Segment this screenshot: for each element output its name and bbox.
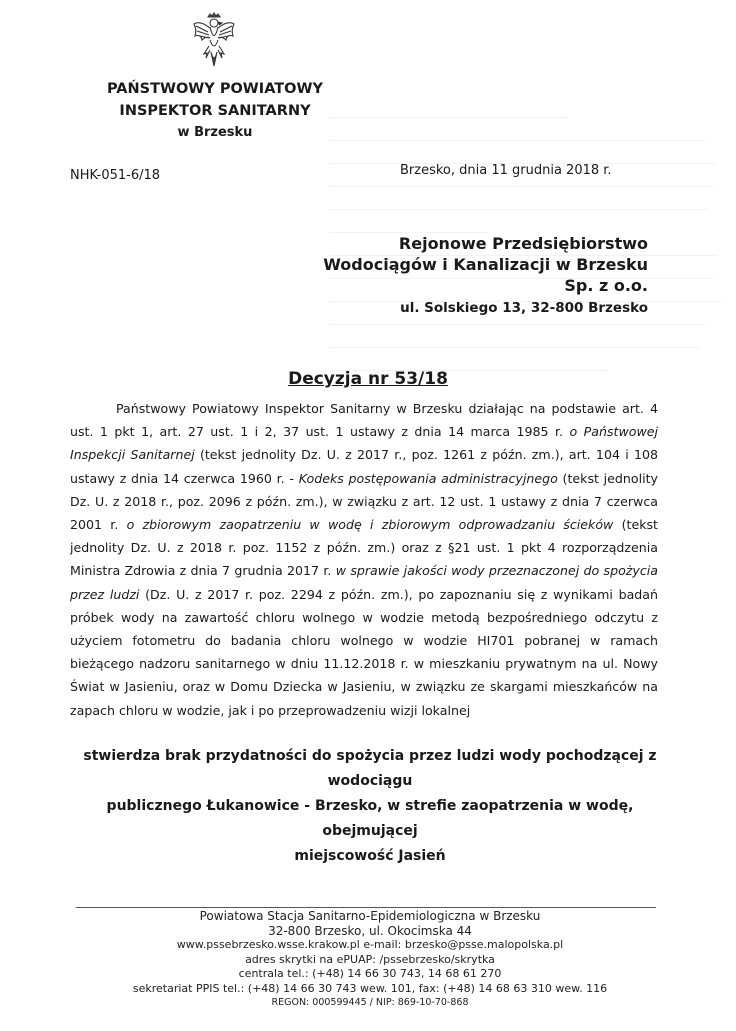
addressee-line: Wodociągów i Kanalizacji w Brzesku — [323, 255, 648, 274]
body-text: (Dz. U. z 2017 r. poz. 2294 z późn. zm.), po zapoznaniu się z wynikami badań próbek wody na zawartość chloru wolnego w wodzie metodą bezpośredniego odczytu z użyciem fotometru do badania chloru wolnego w wodzie HI701 pobranej w ramach bieżącego nadzoru sanitarnego w dniu 11.12.2018 r. w mieszkaniu prywatnym na ul. Nowy Świat w Jasieniu, oraz w Domu Dziecka w Jasieniu, w związku ze skargami mieszkańców na zapach chloru w wodzie, jak i po przeprowadzeniu wizji lokalnej — [70, 586, 659, 718]
footer-line: Powiatowa Stacja Sanitarno-Epidemiologiczna w Brzesku — [199, 909, 541, 923]
body-text: (tekst jednolity Dz. U. z 2018 r. poz. 1152 z późn. zm.) oraz z §21 ust. 1 pkt 4 rozporządzenia Ministra Zdrowia z dnia 7 grudnia 2017 r. — [70, 517, 658, 579]
ruling-line: publicznego Łukanowice - Brzesko, w strefie zaopatrzenia w wodę, obejmującej — [106, 798, 634, 839]
body-text: (tekst jednolity Dz. U. z 2017 r., poz. 1261 z późn. zm.), art. 104 i 108 ustawy z dnia 14 czerwca 1960 r. - — [70, 447, 658, 486]
addressee-line: Rejonowe Przedsiębiorstwo — [398, 234, 648, 253]
footer-line: centrala tel.: (+48) 14 66 30 743, 14 68 61 270 — [238, 967, 502, 980]
body-paragraph — [70, 397, 658, 722]
issuer-line: w Brzesku — [177, 125, 253, 140]
body-italic: Kodeks postępowania administracyjnego — [298, 470, 558, 486]
eagle-emblem-icon — [192, 12, 236, 68]
issuer-block — [100, 78, 330, 144]
footer-line: www.pssebrzesko.wsse.krakow.pl e-mail: brzesko@psse.malopolska.pl — [176, 938, 564, 951]
decision-body — [70, 397, 658, 722]
reference-number: NHK-051-6/18 — [70, 168, 161, 183]
document-date: Brzesko, dnia 11 grudnia 2018 r. — [400, 163, 612, 178]
issuer-line: INSPEKTOR SANITARNY — [119, 103, 311, 119]
footer-divider — [76, 907, 656, 908]
footer-line: REGON: 000599445 / NIP: 869-10-70-868 — [271, 997, 469, 1008]
body-italic: o zbiorowym zaopatrzeniu w wodę i zbiorowym odprowadzaniu ścieków — [126, 517, 614, 533]
body-text: (tekst jednolity Dz. U. z 2018 r., poz. 2096 z późn. zm.), w związku z art. 12 ust. 1 ustawy z dnia 7 czerwca 2001 r. — [70, 470, 658, 533]
addressee-line: Sp. z o.o. — [564, 276, 648, 295]
ruling-statement — [70, 744, 670, 869]
ruling-line: miejscowość Jasień — [294, 848, 446, 864]
body-italic: w sprawie jakości wody przeznaczonej do spożycia przez ludzi — [70, 563, 658, 602]
addressee-street: ul. Solskiego 13, 32-800 Brzesko — [400, 300, 648, 316]
addressee-block — [300, 233, 648, 319]
footer-block — [120, 909, 620, 1011]
footer-line: sekretariat PPIS tel.: (+48) 14 66 30 743 wew. 101, fax: (+48) 14 68 63 310 wew. 116 — [132, 981, 608, 995]
decision-title: Decyzja nr 53/18 — [288, 369, 448, 389]
footer-line: adres skrytki na ePUAP: /pssebrzesko/skrytka — [245, 952, 495, 966]
issuer-line: PAŃSTWOWY POWIATOWY — [107, 81, 323, 97]
body-text: Państwowy Powiatowy Inspektor Sanitarny w Brzesku działając na podstawie art. 4 ust. 1 pkt 1, art. 27 ust. 1 i 2, 37 ust. 1 ustawy z dnia 14 marca 1985 r. — [70, 401, 658, 440]
ruling-line: stwierdza brak przydatności do spożycia przez ludzi wody pochodzącej z wodociągu — [83, 748, 657, 789]
body-italic: o Państwowej Inspekcji Sanitarnej — [70, 424, 658, 463]
footer-line: 32-800 Brzesko, ul. Okocimska 44 — [268, 923, 472, 938]
